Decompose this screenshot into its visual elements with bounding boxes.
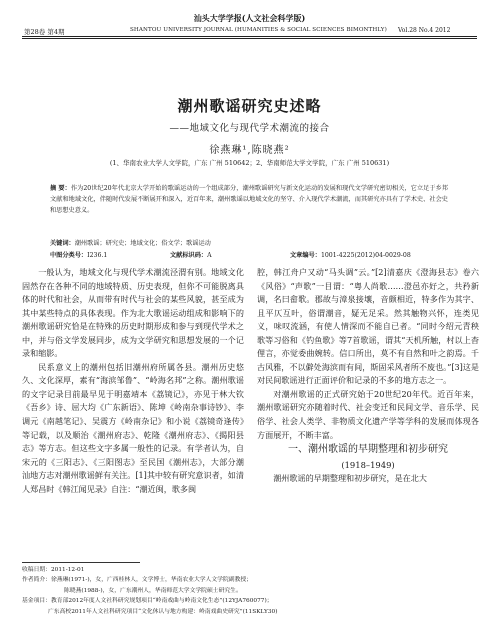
article-subtitle: ——地域文化与现代学术潮流的接合 [169,123,330,134]
body-column-right [257,266,479,486]
section-years: (1918–1949) [341,460,395,471]
journal-name-en: SHANTOU UNIVERSITY JOURNAL (HUMANITIES & SOCIAL SCIENCES BIMONTHLY) [130,27,387,33]
keywords-text: 潮州歌谣；研究史；地域文化；俗文学；歌谣运动 [74,240,211,247]
keywords-label: 关键词： [50,240,75,247]
article-id-label: 文章编号： [290,252,321,259]
body-column-left [22,266,244,496]
doc-code-label: 文献标识码： [170,252,208,259]
paragraph: 对潮州歌谣的正式研究始于20世纪20年代。近百年来，潮州歌谣研究亦随着时代、社会变迁和民间文学、音乐学、民俗学、社会人类学、非物质文化遗产学等学科的发展而体现各方面展开，不断丰富。 [257,388,479,440]
author-bio: 作者简介：徐燕琳(1971-)，女，广西桂林人，文学博士，华南农业大学人文学院副教授； [22,577,252,584]
journal-name: 汕头大学学报(人文社会科学版) [193,13,306,23]
classification-line [50,250,448,259]
paragraph: 潮州歌谣的早期整理和初步研究，是在北大 [273,473,427,484]
fund-info: 广东高校2011年人文社科研究项目“文化休认与地方构建：岭南戏曲史研究”(11SKLY30) [48,608,278,615]
author-bio: 陈晓燕(1988-)，女，广东潮州人，华南师范大学文学院硕士研究生。 [64,587,242,594]
abstract [50,184,448,216]
fund-info: 基金项目：教育部2012年度人文社科研究规划项目“岭南戏曲与岭南文化生态”(12YJA760077)； [22,598,273,605]
article-id-value: 1001-4225(2012)04-0029-08 [320,252,411,259]
footnotes [22,565,477,617]
keywords [50,238,448,247]
header-rule-thin [22,38,477,39]
paragraph: 腔，韩江舟户又动“马头调”云。”[2]清嘉庆《澄海县志》卷六《风俗》“声歌”一目谓：“粤人尚歌……澄邑亦好之，共矜新调，名曰畲歌。郡故与漳泉接壤，音颇相近，特多作为其字、且平仄互叶，俗谓潮音，疑无足采。然其触物兴怀，连类见义，味叹流涵，有使人情深而不能自已者。“同时今绍元青秧歌等习俗和《钓鱼歌》等7首歌谣，谓其“天机所触，村以上杳俚言，亦觉委曲婉转。信口所出，莫不有自然和叶之韵焉。千古风雅，不以僻处海滨而有间，斯固采风者所不废也。”[3]这是对民间歌谣进行正面评价和记录的不多的地方志之一。 [257,267,479,386]
footnote-rule [22,562,140,563]
paragraph: 民系意义上的潮州包括旧潮州府所属各县。潮州历史悠久、文化深厚，素有“海滨邹鲁”、“岭海名邦”之称。潮州歌谣的文字记录目前最早见于明嘉靖本《荔镜记》，亦见于林大钦《吾乡》诗、屈大均《广东新语》、陈坤《岭南杂事诗钞》、李调元《南越笔记》、吴震方《岭南杂记》和小说《荔镜奇逢传》等记载，以及顺治《潮州府志》、乾隆《潮州府志》、《揭阳县志》等方志。但这些文字多属一般性的记录。有学者认为，自宋元的《三阳志》、《三阳图志》至民国《潮州志》，大部分潮汕地方志对潮州歌谣鲜有关注。[1]其中较有研究意识者，如清人郑昌时《韩江闻见录》自注：“潮近闽，歌多闽 [22,361,244,494]
abstract-label: 摘 要： [50,185,71,192]
class-value: I236.1 [87,252,108,259]
received-date: 收稿日期：2011-12-01 [22,567,85,573]
header-rule [22,36,477,37]
abstract-text: 作为20世纪20年代北京大学开始的歌谣运动的一个组成部分，潮州歌谣研究与新文化运动的发展和现代文学研究密切相关，它立足于乡邦文献和地域文化，伴随时代发展不断展开和深入，近百年来，潮州歌谣以地域文化的坚守、介入现代学术潮流，而其研究亦具有了学术史、社会史和思想史意义。 [50,185,448,214]
paragraph: 一般认为，地域文化与现代学术潮流泾渭有别。地域文化固然存在各种不同的地域特质、历史表现，但你不可能脱离具体的时代和社会，从而带有时代与社会的某些风貌，甚至成为其中某些特点的具体表现。作为北大歌谣运动组成和影响下的潮州歌谣研究恰是在特殊的历史时期形成和参与到现代学术之中，并与俗文学发展同步，成为文学研究和思想发展的一个记录和缩影。 [22,267,244,359]
doc-code-value: A [207,252,212,259]
author-affiliation: (1、华南农业大学人文学院，广东 广州 510642；2、华南师范大学文学院，广东 广州 510631) [109,159,390,167]
section-heading: 一、潮州歌谣的早期整理和初步研究 [288,444,448,456]
article-authors: 徐燕琳¹,陈晓燕² [209,145,290,156]
class-label: 中图分类号： [50,252,88,259]
article-title: 潮州歌谣研究史述略 [177,97,322,115]
issue-number: 第28卷 第4期 [24,28,65,36]
volume-label: Vol.28 No.4 2012 [398,27,451,34]
